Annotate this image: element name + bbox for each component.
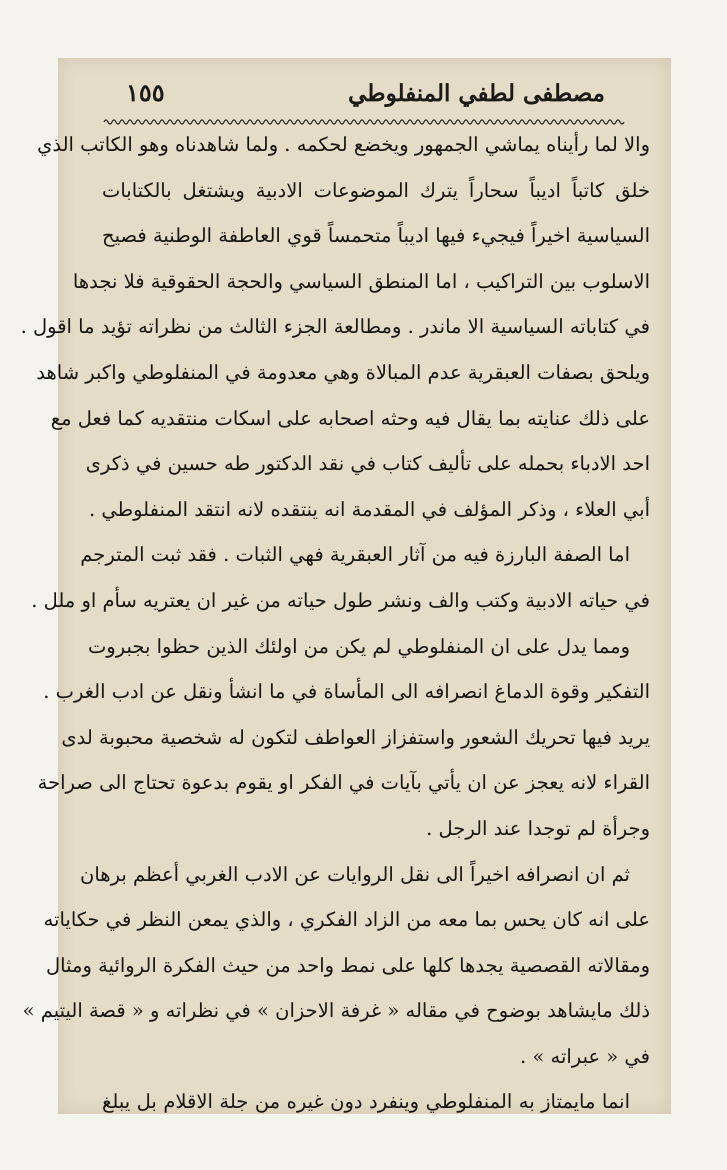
- book-page: [20, 58, 671, 1114]
- text-line: على ذلك عنايته بما يقال فيه وحثه اصحابه على اسكات منتقديه كما فعل مع: [50, 406, 650, 430]
- page-number: ١٥٥: [126, 78, 165, 107]
- text-line: السياسية اخيراً فيجيء فيها اديباً متحمساً قوي العاطفة الوطنية فصيح: [102, 224, 650, 248]
- text-line: ومقالاته القصصية يجدها كلها على نمط واحد من حيث الفكرة الروائية ومثال: [46, 953, 650, 977]
- text-line: القراء لانه يعجز عن ان يأتي بآيات في الفكر او يقوم بدعوة تحتاج الى صراحة: [37, 771, 650, 795]
- text-line: ثم ان انصرافه اخيراً الى نقل الروايات عن الادب الغربي أعظم برهان: [80, 862, 630, 886]
- text-line: انما مايمتاز به المنفلوطي وينفرد دون غيره من جلة الاقلام بل يبلغ: [102, 1090, 630, 1114]
- page-body-text: [20, 122, 650, 1125]
- text-line: ويلحق بصفات العبقرية عدم المبالاة وهي معدومة في المنفلوطي واكبر شاهد: [36, 360, 650, 384]
- text-line: التفكير وقوة الدماغ انصرافه الى المأساة في ما انشأ ونقل عن ادب الغرب .: [43, 680, 650, 704]
- page-header: [108, 72, 631, 118]
- text-line: اما الصفة البارزة فيه من آثار العبقرية فهي الثبات . فقد ثبت المترجم: [80, 543, 630, 567]
- text-line: ومما يدل على ان المنفلوطي لم يكن من اولئك الذين حظوا بجبروت: [87, 634, 630, 658]
- text-line: على انه كان يحس بما معه من الزاد الفكري ، والذي يمعن النظر في حكاياته: [43, 908, 650, 932]
- text-line: احد الادباء بحمله على تأليف كتاب في نقد الدكتور طه حسين في ذكرى: [85, 452, 650, 476]
- text-line: في حياته الادبية وكتب والف ونشر طول حياته من غير ان يعتريه سأم او ملل .: [31, 588, 650, 612]
- text-line: في « عبراته » .: [519, 1044, 650, 1068]
- text-line: الاسلوب بين التراكيب ، اما المنطق السياسي والحجة الحقوقية فلا نجدها: [72, 269, 650, 293]
- text-line: ذلك مايشاهد بوضوح في مقاله « غرفة الاحزان » في نظراته و « قصة اليتيم »: [22, 999, 650, 1023]
- text-line: والا لما رأيناه يماشي الجمهور ويخضع لحكمه . ولما شاهدناه وهو الكاتب الذي: [37, 133, 650, 156]
- text-line: خلق كاتباً اديباً سحاراً يترك الموضوعات الادبية ويشتغل بالكتابات: [102, 178, 650, 202]
- running-title: مصطفى لطفي المنفلوطي: [348, 80, 605, 107]
- text-line: وجرأة لم توجدا عند الرجل .: [426, 816, 650, 840]
- text-line: يريد فيها تحريك الشعور واستفزاز العواطف لتكون له شخصية محبوبة لدى: [61, 725, 650, 749]
- text-line: في كتاباته السياسية الا ماندر . ومطالعة الجزء الثالث من نظراته تؤيد ما اقول .: [20, 315, 650, 339]
- text-line: أبي العلاء ، وذكر المؤلف في المقدمة انه ينتقده لانه انتقد المنفلوطي .: [88, 497, 650, 521]
